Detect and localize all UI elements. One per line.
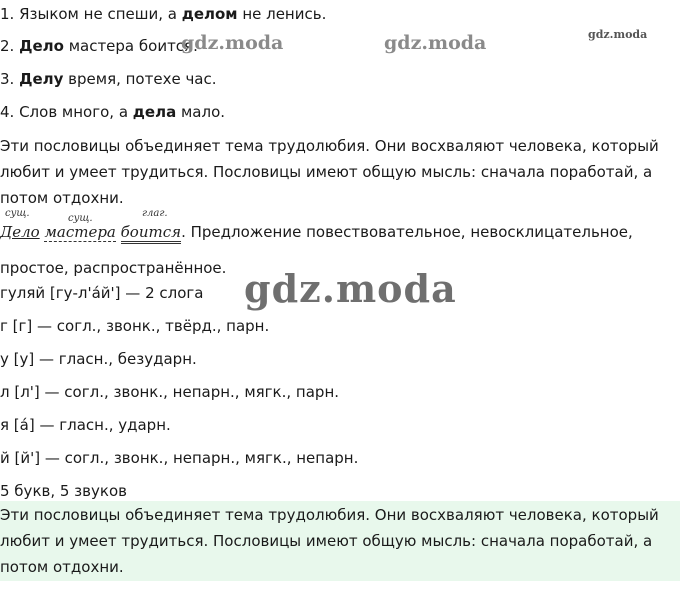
subject-word: Дело [0, 223, 40, 241]
summary-paragraph: Эти пословицы объединяет тема трудолюбия. Они восхваляют человека, который любит и умеет трудиться. Пословицы имеют общую мысль: сначала поработай, а потом отдохни. [0, 137, 659, 207]
object-word: мастера [44, 223, 116, 241]
phonetic-row: л [л'] — согл., звонк., непарн., мягк., парн. [0, 383, 340, 401]
phonetic-row: я [а́] — гласн., ударн. [0, 416, 171, 434]
proverb-2: 2. Дело мастера боится. [0, 37, 198, 55]
phonetic-row: у [у] — гласн., безударн. [0, 350, 197, 368]
proverb-3: 3. Делу время, потехе час. [0, 70, 217, 88]
label-noun-1: сущ. [5, 208, 30, 219]
predicate-word: боится [121, 223, 181, 244]
sentence-characteristics-line2: простое, распространённое. [0, 259, 227, 277]
highlighted-summary: Эти пословицы объединяет тема трудолюбия. Они восхваляют человека, который любит и умеет трудиться. Пословицы имеют общую мысль: сначала поработай, а потом отдохни. [0, 506, 659, 576]
proverb-1: 1. Языком не спеши, а делом не ленись. [0, 5, 327, 23]
phonetic-word: гуляй [гу-л'а́й'] — 2 слога [0, 284, 204, 302]
watermark-large: gdz.moda [244, 266, 457, 311]
sentence-analysis: Дело мастера боится. Предложение повествовательное, невосклицательное, [0, 222, 633, 242]
sentence-characteristics: Предложение повествовательное, невосклицательное, [190, 223, 633, 241]
label-noun-2: сущ. [68, 213, 93, 224]
watermark: gdz.moda [384, 32, 487, 54]
phonetic-row: й [й'] — согл., звонк., непарн., мягк., непарн. [0, 449, 359, 467]
watermark: gdz.moda [588, 28, 648, 41]
proverb-4: 4. Слов много, а дела мало. [0, 103, 226, 121]
label-verb: глаг. [142, 208, 168, 219]
watermark: gdz.moda [181, 32, 284, 54]
phonetic-count: 5 букв, 5 звуков [0, 482, 127, 500]
phonetic-row: г [г] — согл., звонк., твёрд., парн. [0, 317, 270, 335]
